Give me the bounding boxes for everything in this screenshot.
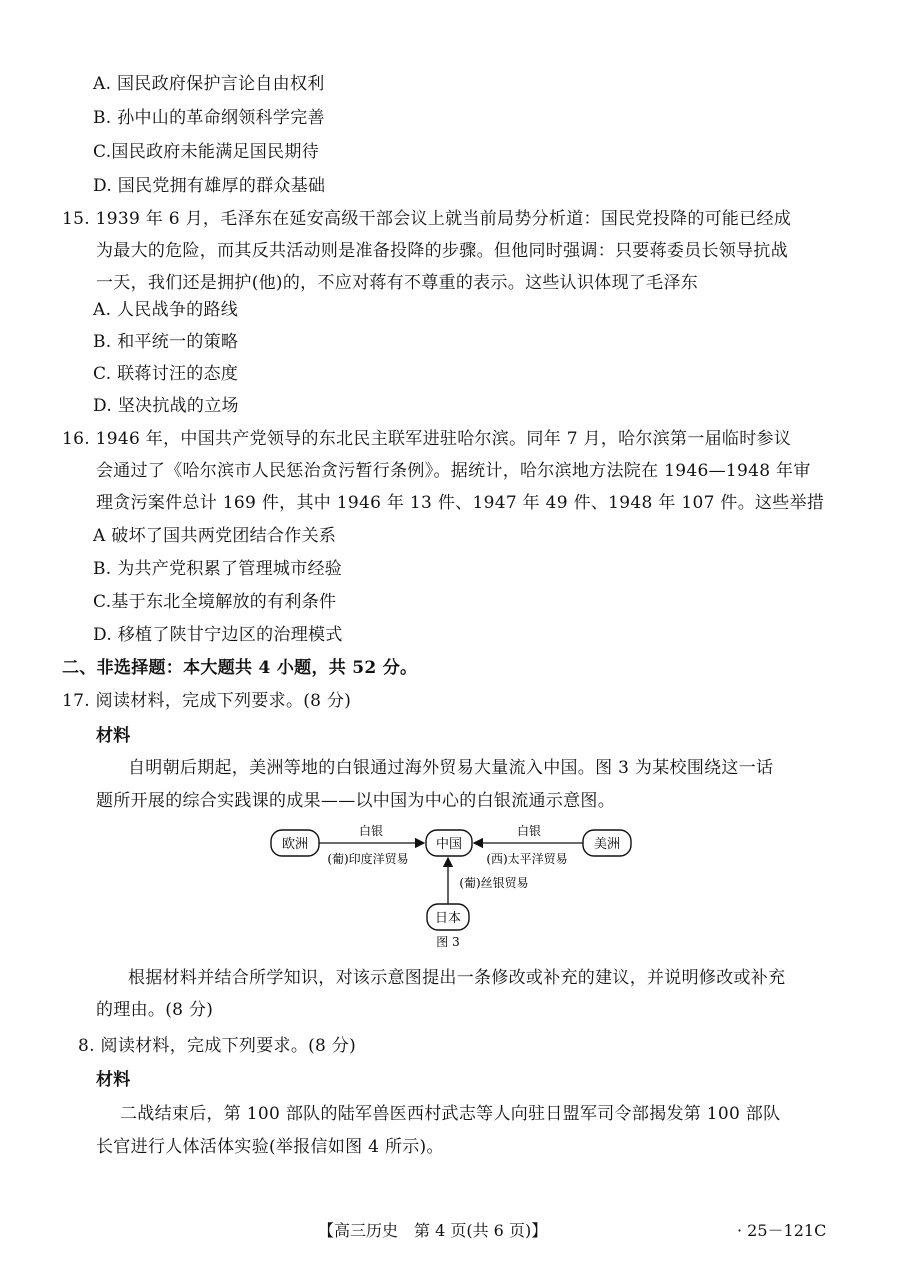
- q15-option-c: C. 联蒋讨汪的态度: [93, 364, 239, 384]
- page-footer: 【高三历史 第 4 页(共 6 页)】: [318, 1221, 548, 1240]
- q15-option-a: A. 人民战争的路线: [93, 300, 239, 320]
- q17-material-label: 材料: [96, 726, 131, 746]
- q16-option-a: A 破坏了国共两党团结合作关系: [93, 526, 337, 546]
- q16-option-b: B. 为共产党积累了管理城市经验: [93, 559, 343, 579]
- label-left-bottom: (葡)印度洋贸易: [327, 852, 409, 866]
- q18-material-line-1: 二战结束后，第 100 部队的陆军兽医西村武志等人向驻日盟军司令部揭发第 100 部队: [120, 1104, 781, 1124]
- q17-material-line-1: 自明朝后期起，美洲等地的白银通过海外贸易大量流入中国。图 3 为某校围绕这一话: [128, 758, 774, 778]
- q17-stem: 17. 阅读材料，完成下列要求。(8 分): [62, 691, 352, 711]
- silver-flow-diagram: [0, 818, 900, 958]
- label-right-bottom: (西)太平洋贸易: [486, 852, 568, 866]
- exam-code: · 25－121C: [737, 1221, 827, 1240]
- q18-material-label: 材料: [96, 1070, 131, 1090]
- q15-stem-line-2: 为最大的危险，而其反共活动则是准备投降的步骤。但他同时强调：只要蒋委员长领导抗战: [96, 241, 788, 261]
- q17-question-line-1: 根据材料并结合所学知识，对该示意图提出一条修改或补充的建议，并说明修改或补充: [128, 968, 786, 988]
- node-europe-label: 欧洲: [281, 837, 309, 852]
- node-americas-label: 美洲: [593, 837, 621, 852]
- label-left-top: 白银: [358, 824, 384, 838]
- label-right-top: 白银: [516, 824, 542, 838]
- q14-option-c: C.国民政府未能满足国民期待: [93, 142, 320, 162]
- label-bottom: (葡)丝银贸易: [459, 876, 529, 890]
- node-japan-label: 日本: [434, 911, 462, 926]
- q14-option-d: D. 国民党拥有雄厚的群众基础: [93, 176, 326, 196]
- q17-question-line-2: 的理由。(8 分): [96, 1000, 214, 1020]
- q15-option-b: B. 和平统一的策略: [93, 332, 239, 352]
- figure-caption: 图 3: [436, 935, 460, 949]
- q16-option-c: C.基于东北全境解放的有利条件: [93, 592, 337, 612]
- q16-stem-line-3: 理贪污案件总计 169 件，其中 1946 年 13 件、1947 年 49 件、1948 年 107 件。这些举措: [96, 493, 825, 513]
- q15-stem-line-3: 一天，我们还是拥护(他)的，不应对蒋有不尊重的表示。这些认识体现了毛泽东: [96, 273, 699, 293]
- q14-option-a: A. 国民政府保护言论自由权利: [93, 74, 325, 94]
- q16-stem-line-2: 会通过了《哈尔滨市人民惩治贪污暂行条例》。据统计，哈尔滨地方法院在 1946—1948 年审: [96, 461, 811, 481]
- node-china: [426, 830, 472, 856]
- q14-option-b: B. 孙中山的革命纲领科学完善: [93, 108, 325, 128]
- q16-option-d: D. 移植了陕甘宁边区的治理模式: [93, 625, 343, 645]
- node-americas: [583, 830, 631, 856]
- node-china-label: 中国: [435, 837, 463, 852]
- q18-stem: 8. 阅读材料，完成下列要求。(8 分): [78, 1036, 357, 1056]
- q17-material-line-2: 题所开展的综合实践课的成果——以中国为中心的白银流通示意图。: [96, 791, 615, 811]
- node-europe: [271, 830, 319, 856]
- section-2-heading: 二、非选择题：本大题共 4 小题，共 52 分。: [62, 658, 418, 678]
- q18-material-line-2: 长官进行人体活体实验(举报信如图 4 所示)。: [96, 1137, 444, 1157]
- q15-option-d: D. 坚决抗战的立场: [93, 396, 239, 416]
- q15-stem-line-1: 15. 1939 年 6 月，毛泽东在延安高级干部会议上就当前局势分析道：国民党投降的可能已经成: [62, 209, 792, 229]
- q16-stem-line-1: 16. 1946 年，中国共产党领导的东北民主联军进驻哈尔滨。同年 7 月，哈尔滨第一届临时参议: [62, 429, 792, 449]
- node-japan: [427, 904, 469, 930]
